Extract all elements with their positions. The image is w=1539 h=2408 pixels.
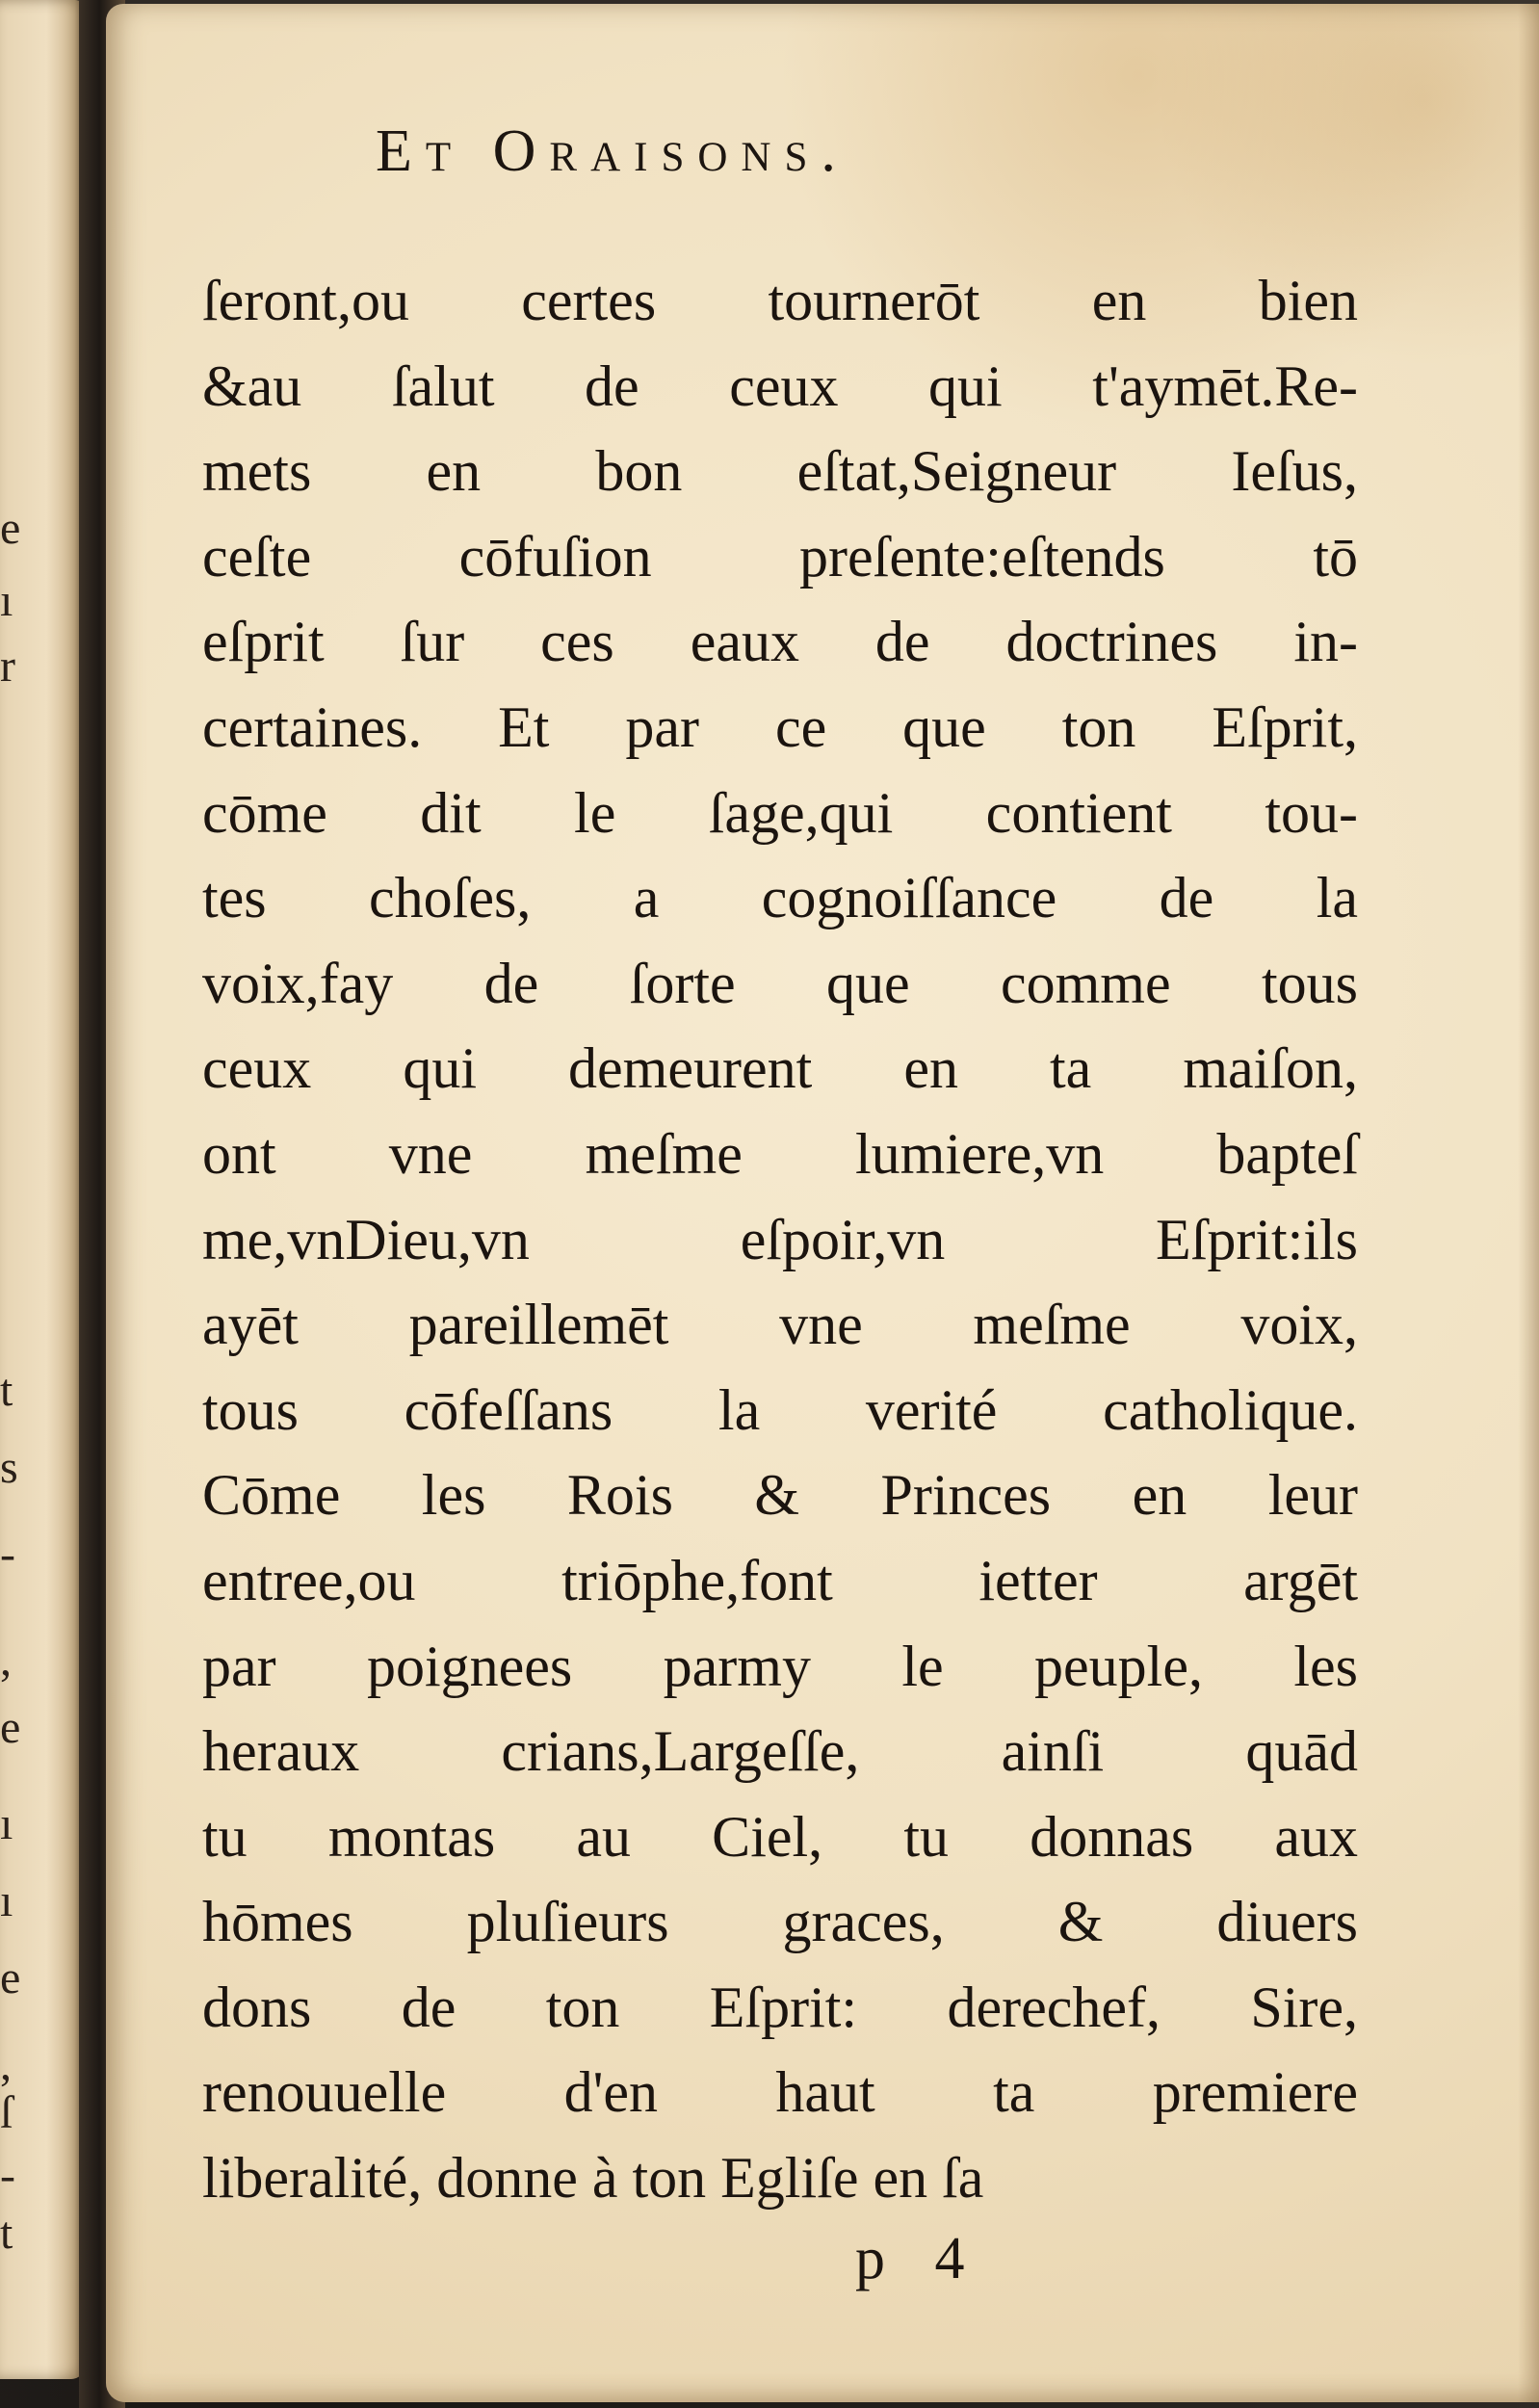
margin-glyph: e [0, 503, 21, 554]
text-line: ayēt pareillemēt vne meſme voix, [202, 1293, 1358, 1357]
text-line: tu montas au Ciel, tu donnas aux [202, 1804, 1358, 1869]
body-text [202, 258, 1358, 2221]
previous-page-edge [0, 0, 85, 2379]
margin-glyph: , [0, 1635, 12, 1686]
margin-glyph: - [0, 2150, 15, 2201]
text-line: dons de ton Eſprit: derechef, Sire, [202, 1975, 1358, 2039]
signature-mark: p 4 [855, 2226, 982, 2291]
margin-glyph: ı [0, 1875, 13, 1926]
text-line: mets en bon eſtat,Seigneur Ieſus, [202, 439, 1358, 504]
margin-glyph: s [0, 1442, 18, 1493]
margin-glyph: ı [0, 575, 13, 626]
text-line: ont vne meſme lumiere,vn bapteſ [202, 1121, 1358, 1186]
margin-glyph: ı [0, 1798, 13, 1849]
text-line: ceſte cōfuſion preſente:eſtends tō [202, 524, 1358, 589]
margin-glyph: e [0, 1702, 21, 1753]
text-line: cōme dit le ſage,qui contient tou- [202, 780, 1358, 845]
text-line: &au ſalut de ceux qui t'aymēt.Re- [202, 353, 1358, 418]
text-line: Cōme les Rois & Princes en leur [202, 1463, 1358, 1528]
margin-glyph: , [0, 2039, 12, 2090]
text-line: par poignees parmy le peuple, les [202, 1634, 1358, 1698]
text-line: ſeront,ou certes tournerōt en bien [202, 269, 1358, 332]
margin-glyph: r [0, 641, 15, 692]
margin-glyph: e [0, 1952, 21, 2003]
text-line: liberalité, donne à ton Egliſe en ſa [202, 2146, 984, 2211]
text-line: eſprit ſur ces eaux de doctrines in- [202, 610, 1358, 674]
page-edge-shadow [1518, 4, 1539, 2402]
text-line: tous cōfeſſans la verité catholique. [202, 1377, 1358, 1442]
text-line: me,vnDieu,vn eſpoir,vn Eſprit:ils [202, 1207, 1358, 1271]
text-line: entree,ou triōphe,font ietter argēt [202, 1548, 1358, 1612]
book-page [106, 4, 1539, 2402]
text-line: certaines. Et par ce que ton Eſprit, [202, 694, 1358, 759]
running-head: Et Oraisons. [376, 118, 849, 184]
text-line: hōmes pluſieurs graces, & diuers [202, 1890, 1358, 1954]
text-line: renouuelle d'en haut ta premiere [202, 2060, 1358, 2125]
margin-glyph: - [0, 1529, 15, 1580]
text-line: ceux qui demeurent en ta maiſon, [202, 1036, 1358, 1101]
text-line: tes choſes, a cognoiſſance de la [202, 866, 1358, 930]
text-line: heraux crians,Largeſſe, ainſi quād [202, 1719, 1358, 1784]
text-line: voix,fay de ſorte que comme tous [202, 951, 1358, 1015]
margin-glyph: t [0, 2208, 13, 2259]
margin-glyph: ſ [0, 2087, 13, 2138]
margin-glyph: t [0, 1365, 13, 1416]
